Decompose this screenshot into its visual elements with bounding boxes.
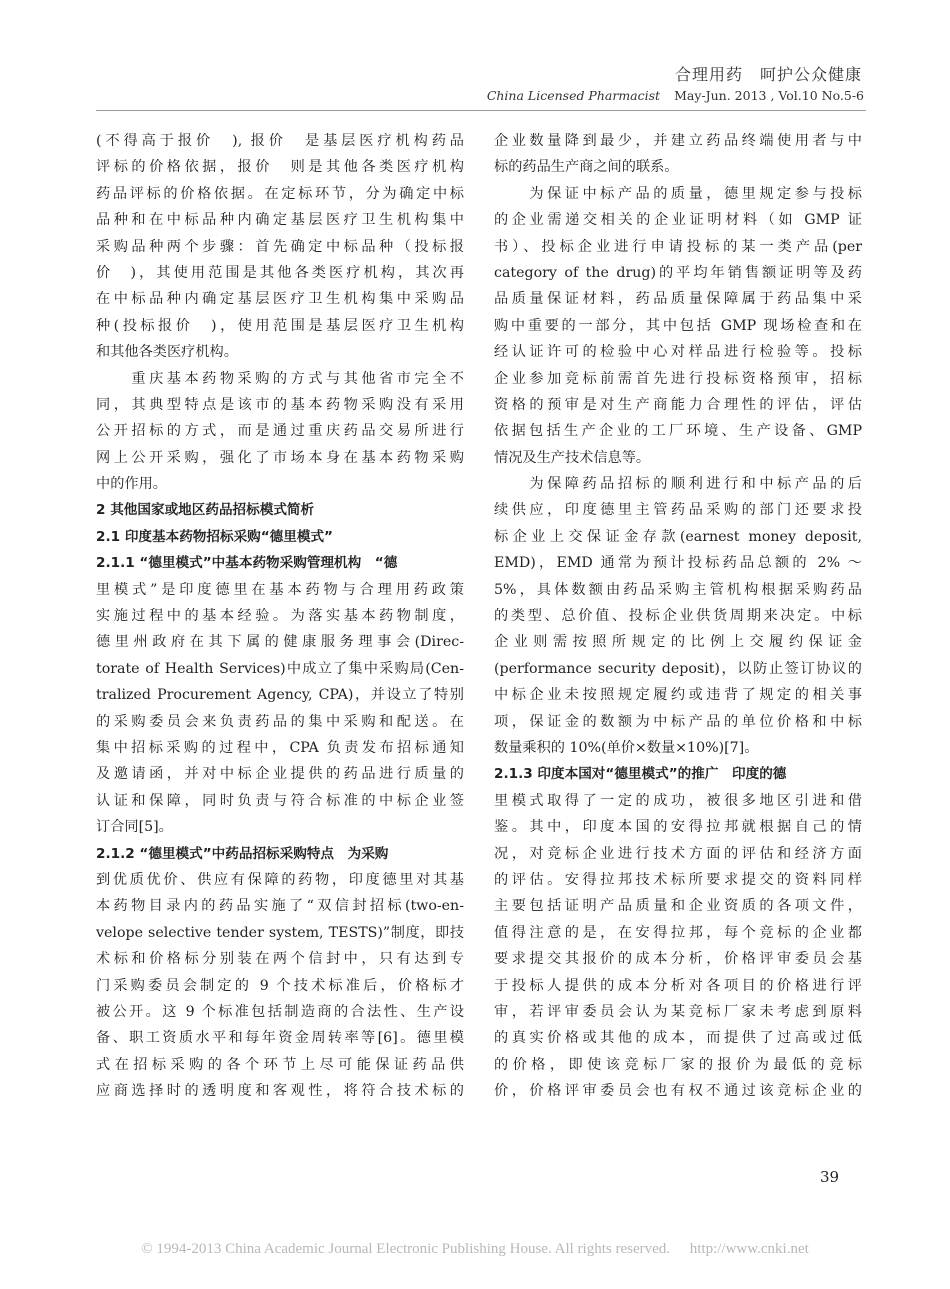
text-line: 为保障药品招标的顺利进行和中标产品的后 xyxy=(494,476,862,493)
running-header-journal xyxy=(487,88,864,103)
text-line: 德里州政府在其下属的健康服务理事会(Direc- xyxy=(96,634,464,651)
footer-copyright: © 1994-2013 China Academic Journal Electronic Publishing House. All rights reserved. xyxy=(141,1241,671,1257)
text-line: 项，保证金的数额为中标产品的单位价格和中标 xyxy=(494,713,862,730)
text-line: 5%，具体数额由药品采购主管机构根据采购药品 xyxy=(494,581,862,598)
text-line: 订合同[5]。 xyxy=(96,819,173,836)
text-line: EMD)，EMD 通常为预计投标药品总额的 2% ～ xyxy=(494,555,862,572)
text-line: 主要包括证明产品质量和企业资质的各项文件， xyxy=(494,898,862,915)
text-line: 情况及生产技术信息等。 xyxy=(494,449,651,466)
running-header-title: 合理用药 呵护公众健康 xyxy=(674,65,862,84)
text-line: 重庆基本药物采购的方式与其他省市完全不 xyxy=(96,370,464,387)
text-line: 企业数量降到最少，并建立药品终端使用者与中 xyxy=(494,133,862,149)
text-line: 依据包括生产企业的工厂环境、生产设备、GMP xyxy=(494,423,862,440)
section-heading: 2.1.3 印度本国对“德里模式”的推广 印度的德 xyxy=(494,766,787,783)
page-number: 39 xyxy=(820,1168,840,1186)
text-line: 种(投标报价 )，使用范围是基层医疗卫生机构 xyxy=(96,317,464,334)
text-line: 的企业需递交相关的企业证明材料（如 GMP 证 xyxy=(494,212,862,229)
text-line: 值得注意的是，在安得拉邦，每个竞标的企业都 xyxy=(494,924,862,941)
text-line: 药品评标的价格依据。在定标环节，分为确定中标 xyxy=(96,185,464,202)
text-line: 的采购委员会来负责药品的集中采购和配送。在 xyxy=(96,713,464,730)
text-line: 及邀请函，并对中标企业提供的药品进行质量的 xyxy=(96,766,464,783)
text-line: 被公开。这 9 个标准包括制造商的合法性、生产设 xyxy=(96,1003,464,1020)
text-line: 认证和保障，同时负责与符合标准的中标企业签 xyxy=(96,792,464,809)
text-line: 的评估。安得拉邦技术标所要求提交的资料同样 xyxy=(494,871,862,888)
text-line: 书）、投标企业进行申请投标的某一类产品(per xyxy=(494,238,862,255)
text-line: 价，价格评审委员会也有权不通过该竞标企业的 xyxy=(494,1083,862,1100)
left-column xyxy=(96,128,464,1104)
text-line: 在中标品种内确定基层医疗卫生机构集中采购品 xyxy=(96,291,464,308)
text-line: 资格的预审是对生产商能力合理性的评估，评估 xyxy=(494,396,862,413)
text-line: 采购品种两个步骤：首先确定中标品种（投标报 xyxy=(96,238,464,255)
text-line: 的价格，即使该竞标厂家的报价为最低的竞标 xyxy=(494,1056,862,1073)
text-line: 续供应，印度德里主管药品采购的部门还要求投 xyxy=(494,502,862,519)
text-line: 购中重要的一部分，其中包括 GMP 现场检查和在 xyxy=(494,317,862,334)
section-heading: 2.1.2 “德里模式”中药品招标采购特点 为采购 xyxy=(96,845,389,862)
text-line: 集中招标采购的过程中，CPA 负责发布招标通知 xyxy=(96,739,464,756)
text-line: torate of Health Services)中成立了集中采购局(Cen- xyxy=(96,660,464,677)
text-line: 数量乘积的 10%(单价×数量×10%)[7]。 xyxy=(494,739,759,756)
text-line: 价 )，其使用范围是其他各类医疗机构，其次再 xyxy=(96,264,464,281)
text-line: tralized Procurement Agency, CPA)，并设立了特别 xyxy=(96,687,464,704)
text-line: 标企业上交保证金存款(earnest money deposit, xyxy=(494,528,862,545)
text-line: 况，对竞标企业进行技术方面的评估和经济方面 xyxy=(494,845,862,862)
text-line: 里模式取得了一定的成功，被很多地区引进和借 xyxy=(494,792,862,809)
text-line: 于投标人提供的成本分析对各项目的价格进行评 xyxy=(494,977,862,994)
text-line: 术标和价格标分别装在两个信封中，只有达到专 xyxy=(96,951,464,968)
text-line: 品种和在中标品种内确定基层医疗卫生机构集中 xyxy=(96,212,464,229)
text-line: 式在招标采购的各个环节上尽可能保证药品供 xyxy=(96,1056,464,1073)
text-line: 的真实价格或其他的成本，而提供了过高或过低 xyxy=(494,1030,862,1047)
footer-url[interactable]: http://www.cnki.net xyxy=(689,1241,809,1257)
text-line: 鉴。其中，印度本国的安得拉邦就根据自己的情 xyxy=(494,819,862,836)
text-line: 实施过程中的基本经验。为落实基本药物制度， xyxy=(96,608,464,625)
text-line: category of the drug)的平均年销售额证明等及药 xyxy=(494,264,862,281)
text-line: 企业参加竞标前需首先进行投标资格预审，招标 xyxy=(494,370,862,387)
text-line: 品质量保证材料，药品质量保障属于药品集中采 xyxy=(494,291,862,308)
text-line: 的类型、总价值、投标企业供货周期来决定。中标 xyxy=(494,608,862,625)
journal-name: China Licensed Pharmacist xyxy=(486,88,661,103)
section-heading: 2.1 印度基本药物招标采购“德里模式” xyxy=(96,528,333,545)
text-line: velope selective tender system, TESTS)”制度，即技 xyxy=(96,924,464,941)
text-line: 到优质优价、供应有保障的药物，印度德里对其基 xyxy=(96,871,464,888)
text-line: 网上公开采购，强化了市场本身在基本药物采购 xyxy=(96,449,464,466)
text-line: 应商选择时的透明度和客观性，将符合技术标的 xyxy=(96,1083,464,1100)
header-rule xyxy=(96,110,866,111)
text-line: (不得高于报价 ), 报价 是基层医疗机构药品 xyxy=(96,133,464,149)
text-line: 同，其典型特点是该市的基本药物采购没有采用 xyxy=(96,396,464,413)
issue-info: May-Jun. 2013 , Vol.10 No.5-6 xyxy=(674,88,864,103)
text-line: 里模式”是印度德里在基本药物与合理用药政策 xyxy=(96,581,464,598)
right-column xyxy=(494,128,862,1104)
text-line: 备、职工资质水平和每年资金周转率等[6]。德里模 xyxy=(96,1030,464,1047)
text-line: 为保证中标产品的质量，德里规定参与投标 xyxy=(494,185,862,202)
text-line: (performance security deposit)，以防止签订协议的 xyxy=(494,660,862,677)
text-line: 审，若评审委员会认为某竞标厂家未考虑到原料 xyxy=(494,1003,862,1020)
text-line: 企业则需按照所规定的比例上交履约保证金 xyxy=(494,634,862,651)
text-line: 评标的价格依据，报价 则是其他各类医疗机构 xyxy=(96,159,464,176)
text-line: 门采购委员会制定的 9 个技术标准后，价格标才 xyxy=(96,977,464,994)
text-line: 本药物目录内的药品实施了“双信封招标(two-en- xyxy=(96,898,464,915)
section-heading: 2.1.1 “德里模式”中基本药物采购管理机构 “德 xyxy=(96,555,398,572)
text-line: 中标企业未按照规定履约或违背了规定的相关事 xyxy=(494,687,862,704)
text-line: 要求提交其报价的成本分析，价格评审委员会基 xyxy=(494,951,862,968)
text-line: 标的药品生产商之间的联系。 xyxy=(494,159,679,176)
text-line: 公开招标的方式，而是通过重庆药品交易所进行 xyxy=(96,423,464,440)
footer xyxy=(0,1241,950,1258)
text-line: 经认证许可的检验中心对样品进行检验等。投标 xyxy=(494,344,862,361)
section-heading: 2 其他国家或地区药品招标模式简析 xyxy=(96,502,315,519)
text-line: 中的作用。 xyxy=(96,476,167,493)
text-line: 和其他各类医疗机构。 xyxy=(96,344,238,361)
